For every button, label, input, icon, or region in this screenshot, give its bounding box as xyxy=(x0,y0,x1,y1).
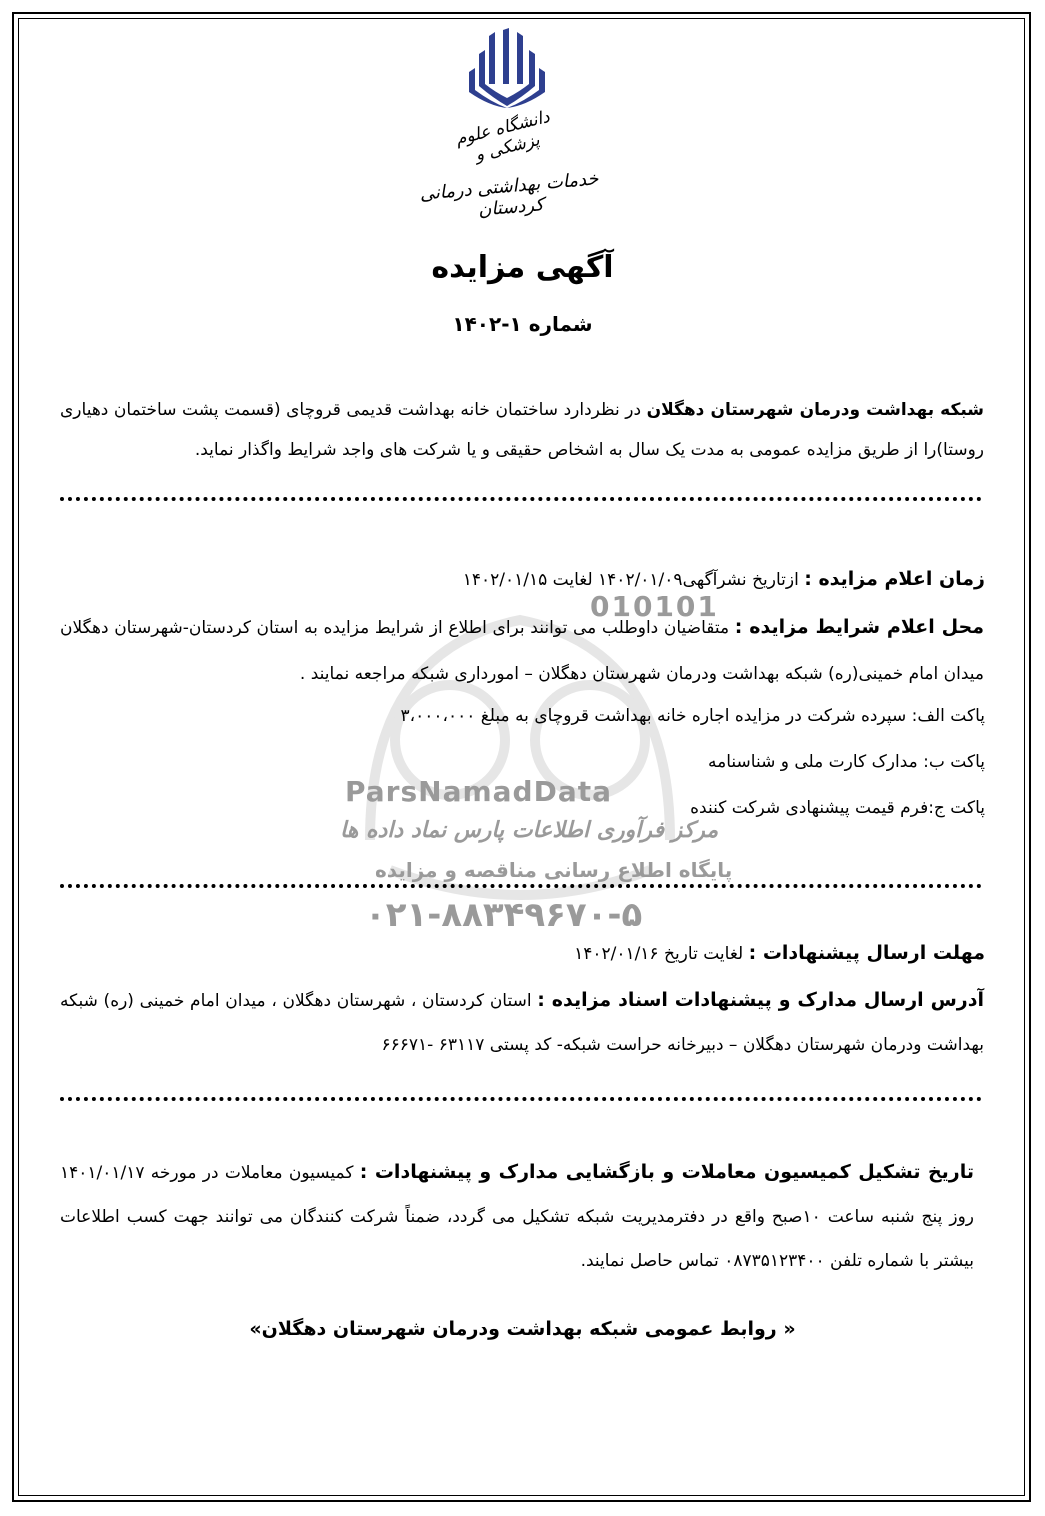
watermark-brand: ParsNamadData xyxy=(345,775,612,808)
footer-signature: « روابط عمومی شبکه بهداشت ودرمان شهرستان دهگلان» xyxy=(249,1318,796,1340)
address-value: استان کردستان ، شهرستان دهگلان ، میدان امام خمینی (ره) شبکه بهداشت ودرمان شهرستان دهگلان – دبیرخانه حراست شبکه- کد پستی ۶۳۱۱۷ -۶۶۶۷۱ xyxy=(60,991,984,1055)
intro-text: در نظردارد ساختمان خانه بهداشت قدیمی قروچای (قسمت پشت ساختمان دهیاری روستا)را از طریق مزایده عمومی به مدت یک سال به اشخاص حقیقی و یا شرکت های واجد شرایط واگذار نماید. xyxy=(60,400,984,460)
address-label: آدرس ارسال مدارک و پیشنهادات اسناد مزایده : xyxy=(537,989,984,1011)
intro-paragraph xyxy=(60,390,984,470)
commission-label: تاریخ تشکیل کمیسیون معاملات و بازگشایی مدارک و پیشنهادات : xyxy=(359,1161,974,1183)
commission-paragraph xyxy=(60,1150,974,1283)
deadline-value: لغایت تاریخ ۱۴۰۲/۰۱/۱۶ xyxy=(574,944,749,964)
address-paragraph xyxy=(60,978,984,1067)
dotted-divider-1 xyxy=(60,497,982,501)
auction-place-value: متقاضیان داوطلب می توانند برای اطلاع از شرایط مزایده به استان کردستان-شهرستان دهگلان میدان امام خمینی(ره) شبکه بهداشت ودرمان شهرستان دهگلان – امورداری شبکه مراجعه نمایند . xyxy=(60,618,984,684)
packet-a: پاکت الف: سپرده شرکت در مزایده اجاره خانه بهداشت قروچای به مبلغ ۳،۰۰۰،۰۰۰ xyxy=(400,706,985,726)
university-name-line2: خدمات بهداشتی درمانی کردستان xyxy=(418,168,600,221)
auction-time-label: زمان اعلام مزایده : xyxy=(804,568,985,590)
university-logo-icon xyxy=(465,28,549,108)
deadline-label: مهلت ارسال پیشنهادات : xyxy=(748,942,985,964)
commission-value: کمیسیون معاملات در مورخه ۱۴۰۱/۰۱/۱۷ روز پنج شنبه ساعت ۱۰صبح واقع در دفترمدیریت شبکه تشکیل می گردد، ضمناً شرکت کنندگان می توانند جهت کسب اطلاعات بیشتر با شماره تلفن ۰۸۷۳۵۱۲۳۴۰۰ تماس حاصل نمایند. xyxy=(60,1163,974,1271)
auction-place-paragraph xyxy=(60,604,984,697)
watermark-line2: پایگاه اطلاع رسانی مناقصه و مزایده xyxy=(375,858,733,882)
watermark-digits: 010101 xyxy=(590,590,719,623)
auction-time-value: ازتاریخ نشرآگهی۱۴۰۲/۰۱/۰۹ لغایت ۱۴۰۲/۰۱/۱۵ xyxy=(462,570,805,590)
deadline-line xyxy=(574,942,985,964)
packet-b: پاکت ب: مدارک کارت ملی و شناسنامه xyxy=(708,752,985,772)
dotted-divider-2 xyxy=(60,884,982,888)
packet-c: پاکت ج:فرم قیمت پیشنهادی شرکت کننده xyxy=(690,798,985,818)
notice-number: شماره ۱-۱۴۰۲ xyxy=(452,312,593,336)
watermark-line1: مرکز فرآوری اطلاعات پارس نماد داده ها xyxy=(340,818,719,843)
auction-time-line xyxy=(463,568,985,590)
page-title: آگهی مزایده xyxy=(431,250,614,285)
watermark-phone: ۰۲۱-۸۸۳۴۹۶۷۰-۵ xyxy=(365,895,643,935)
dotted-divider-3 xyxy=(60,1097,982,1101)
university-name-line1: دانشگاه علوم پزشکی و xyxy=(453,106,552,166)
auction-place-label: محل اعلام شرایط مزایده : xyxy=(734,616,985,638)
intro-bold: شبکه بهداشت ودرمان شهرستان دهگلان xyxy=(646,400,985,420)
